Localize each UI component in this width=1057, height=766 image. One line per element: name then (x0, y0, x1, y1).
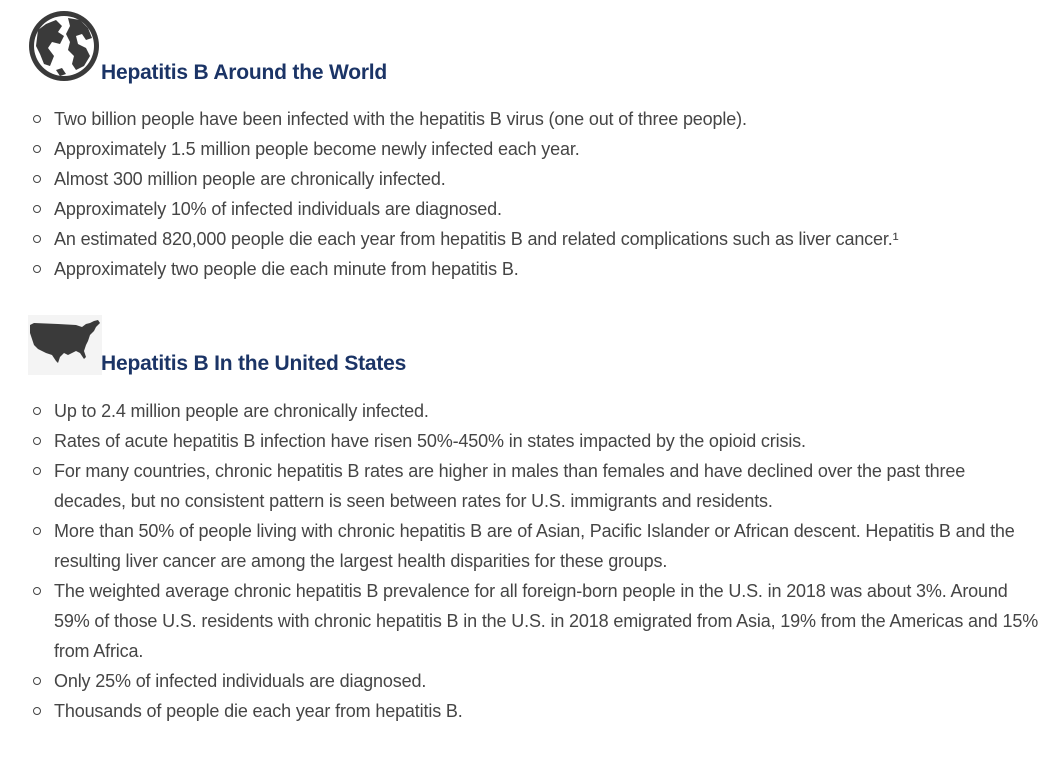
bullet-icon (33, 235, 41, 243)
list-item (0, 426, 1040, 456)
bullet-icon (33, 527, 41, 535)
bullet-icon (33, 587, 41, 595)
list-item (0, 666, 1040, 696)
list-item (0, 104, 1040, 134)
list-item (0, 254, 1040, 284)
list-item (0, 456, 1040, 516)
globe-icon (28, 10, 100, 82)
list-item-text: The weighted average chronic hepatitis B prevalence for all foreign-born people in the U.S. in 2018 was about 3%. Around 59% of those U.S. residents with chronic hepatitis B in the U.S. in 2018 emigrated from Asia, 19% from the Americas and 15% from Africa. (54, 581, 1039, 661)
list-item (0, 396, 1040, 426)
list-item-text: Almost 300 million people are chronically infected. (54, 169, 446, 189)
bullet-icon (33, 437, 41, 445)
section-title: Hepatitis B Around the World (101, 61, 388, 84)
bullet-icon (33, 467, 41, 475)
bullet-icon (33, 677, 41, 685)
world-header (0, 0, 1057, 92)
list-item (0, 516, 1040, 576)
list-item-text: Approximately 1.5 million people become newly infected each year. (54, 139, 580, 159)
list-item-text: For many countries, chronic hepatitis B rates are higher in males than females and have declined over the past three decades, but no consistent pattern is seen between rates for U.S. immigrants and residents. (54, 461, 966, 511)
world-section (0, 0, 1057, 279)
section-title: Hepatitis B In the United States (101, 352, 407, 375)
world-fact-list (0, 104, 1040, 284)
bullet-icon (33, 265, 41, 273)
list-item (0, 134, 1040, 164)
list-item-text: Thousands of people die each year from hepatitis B. (54, 701, 463, 721)
list-item-text: Up to 2.4 million people are chronically infected. (54, 401, 429, 421)
list-item (0, 576, 1040, 666)
us-map-icon (28, 315, 102, 375)
us-fact-list (0, 396, 1040, 726)
bullet-icon (33, 205, 41, 213)
us-section (0, 300, 1057, 721)
list-item-text: Two billion people have been infected with the hepatitis B virus (one out of three people). (54, 109, 747, 129)
list-item (0, 696, 1040, 726)
list-item-text: Approximately two people die each minute from hepatitis B. (54, 259, 519, 279)
us-header (0, 300, 1057, 392)
list-item (0, 194, 1040, 224)
bullet-icon (33, 707, 41, 715)
list-item (0, 164, 1040, 194)
list-item-text: Only 25% of infected individuals are diagnosed. (54, 671, 427, 691)
list-item-text: An estimated 820,000 people die each year from hepatitis B and related complications such as liver cancer.¹ (54, 229, 899, 249)
bullet-icon (33, 175, 41, 183)
bullet-icon (33, 407, 41, 415)
bullet-icon (33, 115, 41, 123)
list-item-text: Rates of acute hepatitis B infection have risen 50%-450% in states impacted by the opioid crisis. (54, 431, 806, 451)
bullet-icon (33, 145, 41, 153)
list-item-text: Approximately 10% of infected individuals are diagnosed. (54, 199, 502, 219)
list-item-text: More than 50% of people living with chronic hepatitis B are of Asian, Pacific Islander or African descent. Hepatitis B and the resulting liver cancer are among the largest health disparities for these groups. (54, 521, 1015, 571)
list-item (0, 224, 1040, 254)
